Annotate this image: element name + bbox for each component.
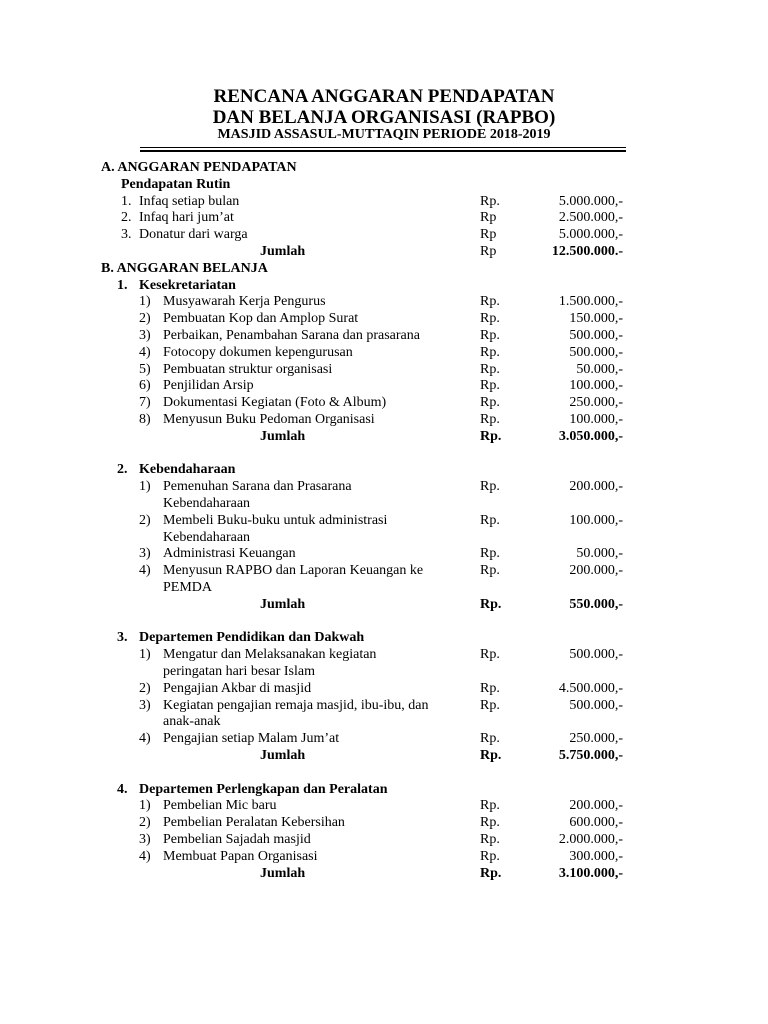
currency-label: Rp.	[480, 832, 500, 847]
total-label: Jumlah	[260, 244, 306, 259]
total-label: Jumlah	[260, 748, 306, 763]
item-amount: 2.000.000,-	[558, 832, 623, 847]
title-rule-thin	[140, 147, 626, 148]
currency-label: Rp.	[480, 697, 500, 713]
item-label: Membuat Papan Organisasi	[163, 848, 318, 864]
item-amount: 500.000,-	[569, 328, 623, 343]
item-number: 4)	[139, 563, 151, 579]
group-number: 3.	[117, 630, 128, 646]
currency-label: Rp.	[480, 395, 500, 411]
currency-label: Rp.	[480, 848, 500, 864]
item-amount: 4.500.000,-	[558, 680, 623, 696]
item-label: Infaq setiap bulan	[139, 193, 240, 209]
subsection-title: Pendapatan Rutin	[121, 176, 231, 192]
document-title-line2: DAN BELANJA ORGANISASI (RAPBO)	[212, 107, 556, 128]
item-amount: 500.000,-	[569, 647, 623, 663]
group-title: Kesekretariatan	[139, 277, 236, 293]
group-title: Kebendaharaan	[139, 462, 236, 478]
currency-label: Rp.	[480, 479, 500, 495]
currency-label: Rp.	[480, 647, 500, 663]
item-number: 3)	[139, 328, 151, 343]
currency-label: Rp	[480, 210, 497, 226]
item-label: Pembelian Peralatan Kebersihan	[163, 815, 345, 831]
currency-label: Rp.	[480, 546, 500, 562]
item-label: Dokumentasi Kegiatan (Foto & Album)	[163, 395, 387, 411]
item-number: 2)	[139, 680, 151, 696]
item-number: 6)	[139, 378, 151, 394]
total-currency: Rp	[480, 244, 497, 259]
total-amount: 3.050.000,-	[558, 428, 623, 444]
item-label: Menyusun Buku Pedoman Organisasi	[163, 412, 375, 427]
item-number: 2.	[121, 210, 132, 226]
item-number: 3)	[139, 546, 151, 562]
item-number: 4)	[139, 344, 151, 360]
currency-label: Rp	[480, 227, 497, 243]
item-amount: 150.000,-	[569, 311, 623, 327]
item-amount: 200.000,-	[569, 798, 623, 814]
currency-label: Rp.	[480, 294, 500, 310]
group-number: 4.	[117, 781, 128, 797]
item-label: Musyawarah Kerja Pengurus	[163, 294, 326, 310]
total-amount: 12.500.000.-	[551, 244, 623, 259]
item-number: 8)	[139, 412, 151, 427]
item-label: Kebendaharaan	[163, 496, 251, 511]
item-label: Menyusun RAPBO dan Laporan Keuangan ke	[163, 563, 424, 579]
group-number: 1.	[117, 277, 128, 293]
item-number: 2)	[139, 512, 151, 528]
item-label: Kebendaharaan	[163, 529, 251, 545]
section-title: B. ANGGARAN BELANJA	[101, 260, 268, 276]
total-currency: Rp.	[480, 596, 502, 612]
item-amount: 100.000,-	[569, 378, 623, 394]
currency-label: Rp.	[480, 815, 500, 831]
item-amount: 500.000,-	[569, 697, 623, 713]
total-amount: 550.000,-	[569, 596, 623, 612]
group-title: Departemen Perlengkapan dan Peralatan	[139, 781, 388, 797]
item-number: 3.	[121, 227, 132, 243]
currency-label: Rp.	[480, 311, 500, 327]
item-label: Infaq hari jum’at	[139, 210, 234, 226]
item-amount: 250.000,-	[569, 731, 623, 747]
document-title: RENCANA ANGGARAN PENDAPATAN	[213, 86, 555, 107]
item-label: Penjilidan Arsip	[163, 378, 254, 394]
item-label: Pembelian Mic baru	[163, 798, 277, 814]
item-number: 4)	[139, 731, 151, 747]
title-rule-thick	[140, 150, 626, 152]
item-label: Donatur dari warga	[139, 227, 248, 243]
currency-label: Rp.	[480, 798, 500, 814]
item-label: PEMDA	[163, 580, 213, 595]
currency-label: Rp.	[480, 412, 500, 427]
item-amount: 5.000.000,-	[558, 227, 623, 243]
item-amount: 300.000,-	[569, 848, 623, 864]
group-title: Departemen Pendidikan dan Dakwah	[139, 630, 365, 646]
item-number: 1)	[139, 647, 151, 663]
item-label: Pembuatan struktur organisasi	[163, 361, 333, 377]
item-amount: 100.000,-	[569, 412, 623, 427]
total-label: Jumlah	[260, 865, 306, 881]
item-number: 4)	[139, 848, 151, 864]
item-label: Mengatur dan Melaksanakan kegiatan	[163, 647, 377, 663]
currency-label: Rp.	[480, 193, 500, 209]
item-amount: 50.000,-	[576, 361, 623, 377]
section-title: A. ANGGARAN PENDAPATAN	[101, 160, 297, 175]
total-label: Jumlah	[260, 596, 306, 612]
item-number: 2)	[139, 815, 151, 831]
total-amount: 3.100.000,-	[558, 865, 623, 881]
item-amount: 1.500.000,-	[558, 294, 623, 310]
currency-label: Rp.	[480, 731, 500, 747]
item-number: 1.	[121, 193, 132, 209]
item-label: Administrasi Keuangan	[163, 546, 296, 562]
item-number: 1)	[139, 294, 151, 310]
currency-label: Rp.	[480, 378, 500, 394]
item-label: Kegiatan pengajian remaja masjid, ibu-ibu, dan	[163, 697, 429, 713]
item-number: 3)	[139, 832, 151, 847]
document-subtitle: MASJID ASSASUL-MUTTAQIN PERIODE 2018-2019	[217, 127, 551, 142]
item-label: Fotocopy dokumen kepengurusan	[163, 344, 353, 360]
currency-label: Rp.	[480, 328, 500, 343]
item-number: 1)	[139, 479, 151, 495]
item-number: 5)	[139, 361, 151, 377]
item-amount: 100.000,-	[569, 512, 623, 528]
item-label: Pembelian Sajadah masjid	[163, 832, 311, 847]
item-label: Pengajian Akbar di masjid	[163, 680, 312, 696]
currency-label: Rp.	[480, 563, 500, 579]
item-label: Pengajian setiap Malam Jum’at	[163, 731, 340, 747]
total-label: Jumlah	[260, 428, 306, 444]
currency-label: Rp.	[480, 361, 500, 377]
currency-label: Rp.	[480, 680, 500, 696]
group-number: 2.	[117, 462, 128, 478]
item-amount: 50.000,-	[576, 546, 623, 562]
item-amount: 250.000,-	[569, 395, 623, 411]
item-amount: 5.000.000,-	[558, 193, 623, 209]
item-amount: 200.000,-	[569, 563, 623, 579]
total-currency: Rp.	[480, 865, 502, 881]
item-number: 7)	[139, 395, 151, 411]
item-amount: 500.000,-	[569, 344, 623, 360]
currency-label: Rp.	[480, 344, 500, 360]
item-label: Pembuatan Kop dan Amplop Surat	[163, 311, 359, 327]
item-amount: 200.000,-	[569, 479, 623, 495]
item-number: 1)	[139, 798, 151, 814]
item-amount: 600.000,-	[569, 815, 623, 831]
item-number: 2)	[139, 311, 151, 327]
item-amount: 2.500.000,-	[558, 210, 623, 226]
item-label: anak-anak	[163, 714, 221, 730]
item-label: peringatan hari besar Islam	[163, 664, 315, 679]
item-label: Perbaikan, Penambahan Sarana dan prasarana	[163, 328, 420, 343]
item-label: Pemenuhan Sarana dan Prasarana	[163, 479, 352, 495]
total-currency: Rp.	[480, 428, 502, 444]
total-currency: Rp.	[480, 748, 502, 763]
item-label: Membeli Buku-buku untuk administrasi	[163, 512, 388, 528]
total-amount: 5.750.000,-	[558, 748, 623, 763]
currency-label: Rp.	[480, 512, 500, 528]
item-number: 3)	[139, 697, 151, 713]
